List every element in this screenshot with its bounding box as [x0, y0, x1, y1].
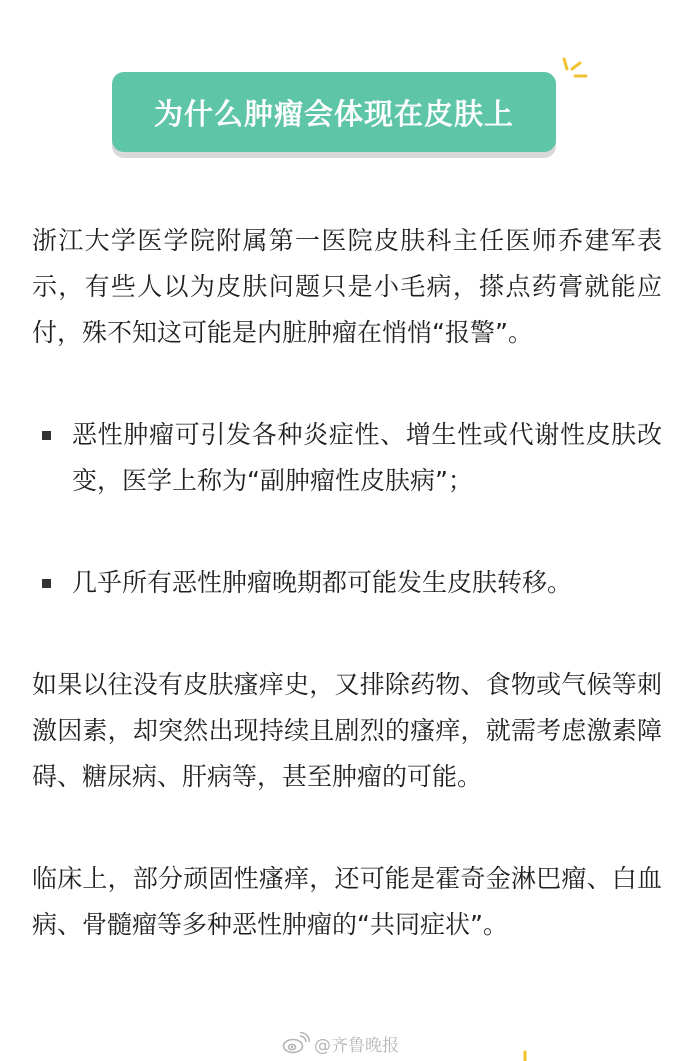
bullet-text: 恶性肿瘤可引发各种炎症性、增生性或代谢性皮肤改变，医学上称为“副肿瘤性皮肤病”； — [72, 420, 662, 495]
title-box — [112, 72, 556, 152]
square-bullet-icon — [32, 412, 72, 458]
square-bullet-icon — [32, 560, 72, 606]
weibo-icon — [282, 1031, 310, 1055]
title-banner — [112, 72, 556, 158]
bullet-item — [32, 412, 662, 504]
sparkle-icon-bottom — [518, 1050, 532, 1061]
sparkle-icon — [556, 55, 592, 91]
intro-paragraph: 浙江大学医学院附属第一医院皮肤科主任医师乔建军表示，有些人以为皮肤问题只是小毛病，搽点药膏就能应付，殊不知这可能是内脏肿瘤在悄悄“报警”。 — [32, 226, 662, 347]
bullet-list — [32, 412, 662, 606]
watermark — [282, 1028, 399, 1058]
watermark-text: @齐鲁晚报 — [314, 1035, 399, 1056]
article-body — [32, 218, 662, 1004]
bullet-item — [32, 560, 662, 606]
page-title: 为什么肿瘤会体现在皮肤上 — [153, 96, 514, 131]
bullet-text: 几乎所有恶性肿瘤晚期都可能发生皮肤转移。 — [72, 568, 573, 597]
clinical-paragraph: 临床上，部分顽固性瘙痒，还可能是霍奇金淋巴瘤、白血病、骨髓瘤等多种恶性肿瘤的“共同症状”。 — [32, 864, 662, 939]
itching-paragraph: 如果以往没有皮肤瘙痒史，又排除药物、食物或气候等刺激因素，却突然出现持续且剧烈的瘙痒，就需考虑激素障碍、糖尿病、肝病等，甚至肿瘤的可能。 — [32, 670, 662, 791]
